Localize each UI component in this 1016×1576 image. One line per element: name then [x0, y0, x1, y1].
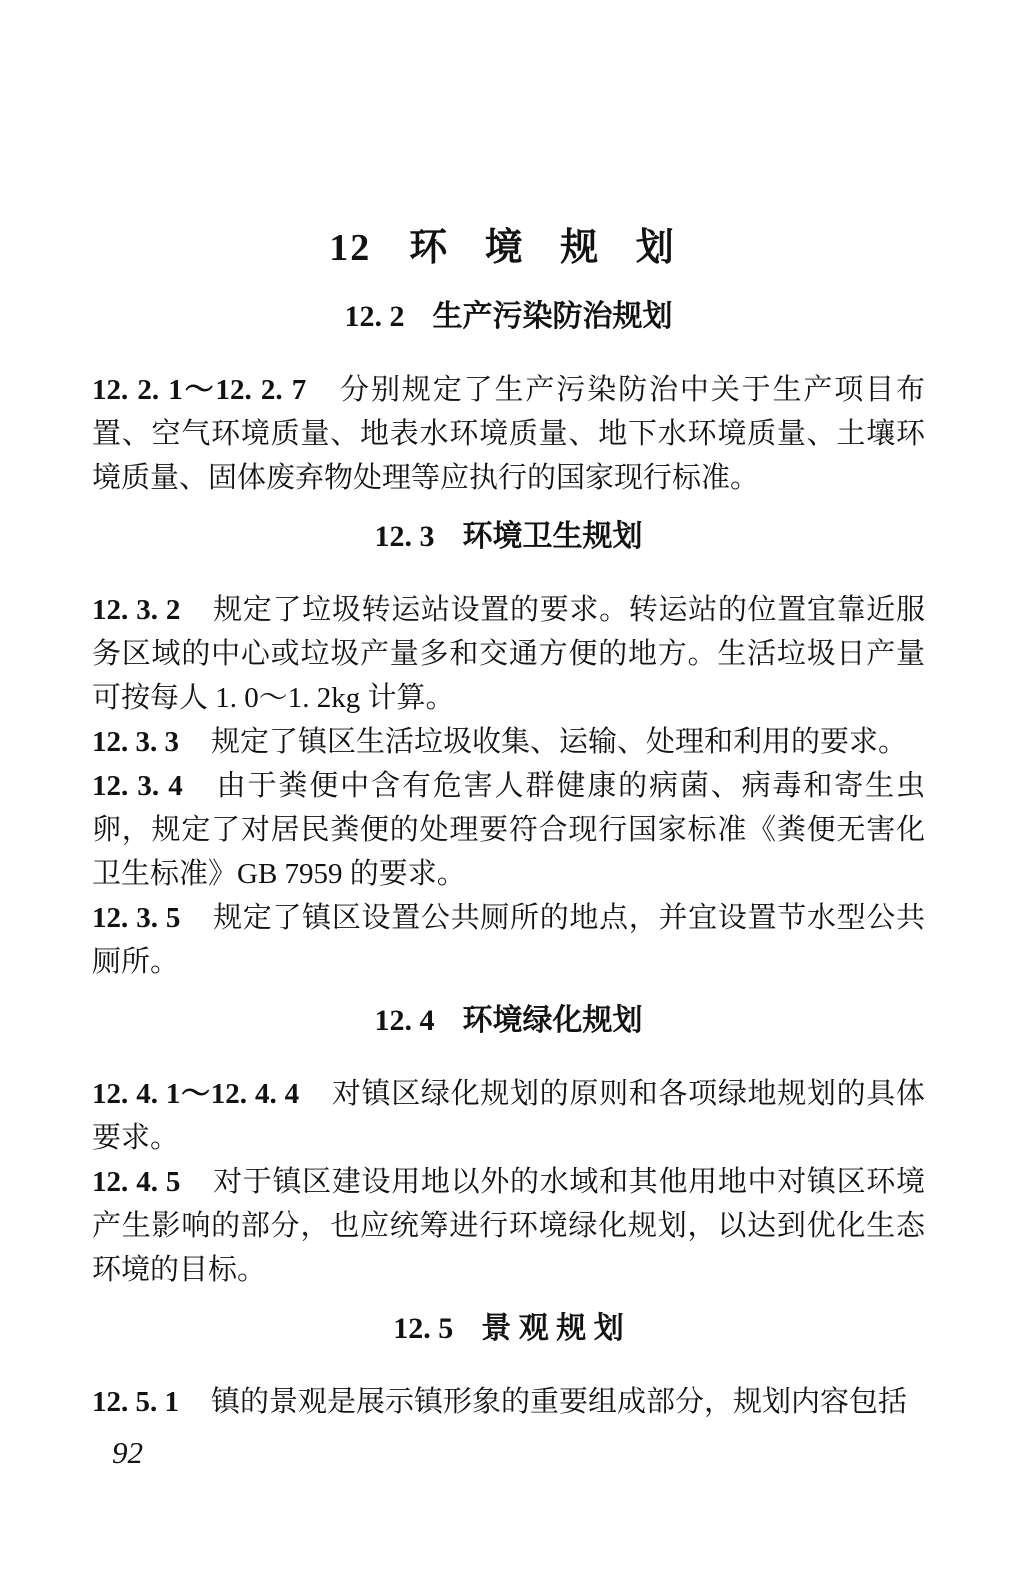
chapter-number: 12 [329, 227, 372, 269]
page-number: 92 [112, 1435, 143, 1470]
clause-paragraph [92, 764, 925, 896]
clause-number: 12. 4. 5 [92, 1166, 181, 1198]
section-number: 12. 3 [374, 520, 435, 553]
clause-paragraph [92, 368, 925, 500]
clause-number: 12. 2. 1～12. 2. 7 [92, 374, 307, 406]
clause-text: 规定了垃圾转运站设置的要求。转运站的位置宜靠近服务区域的中心或垃圾产量多和交通方便的地方。生活垃圾日产量可按每人 1. 0～1. 2kg 计算。 [92, 594, 925, 714]
clause-number: 12. 5. 1 [92, 1386, 179, 1418]
clause-text: 由于粪便中含有危害人群健康的病菌、病毒和寄生虫卵，规定了对居民粪便的处理要符合现行国家标准《粪便无害化卫生标准》GB 7959 的要求。 [92, 770, 925, 890]
clause-number: 12. 3. 2 [92, 594, 181, 626]
clause-paragraph [92, 1380, 925, 1424]
section-heading-12-4 [92, 1006, 925, 1036]
clause-paragraph [92, 1072, 925, 1160]
section-title-text: 环境卫生规划 [462, 520, 643, 553]
section-heading-12-2 [92, 302, 925, 332]
section-title-text: 景 观 规 划 [481, 1312, 624, 1345]
section-heading-12-3 [92, 522, 925, 552]
chapter-title-text: 环 境 规 划 [409, 227, 688, 269]
clause-paragraph [92, 720, 925, 764]
clause-text: 对于镇区建设用地以外的水域和其他用地中对镇区环境产生影响的部分，也应统筹进行环境绿化规划，以达到优化生态环境的目标。 [92, 1166, 925, 1286]
clause-number: 12. 3. 4 [92, 770, 183, 802]
chapter-title [92, 228, 925, 268]
section-title-text: 生产污染防治规划 [432, 300, 673, 333]
clause-text: 规定了镇区生活垃圾收集、运输、处理和利用的要求。 [211, 726, 908, 758]
clause-text: 镇的景观是展示镇形象的重要组成部分，规划内容包括 [211, 1386, 908, 1418]
clause-text: 规定了镇区设置公共厕所的地点，并宜设置节水型公共厕所。 [92, 902, 925, 978]
clause-number: 12. 3. 5 [92, 902, 181, 934]
clause-paragraph [92, 588, 925, 720]
section-number: 12. 2 [344, 300, 405, 333]
section-heading-12-5 [92, 1314, 925, 1344]
clause-text: 分别规定了生产污染防治中关于生产项目布置、空气环境质量、地表水环境质量、地下水环境质量、土壤环境质量、固体废弃物处理等应执行的国家现行标准。 [92, 374, 925, 494]
clause-paragraph [92, 1160, 925, 1292]
clause-number: 12. 3. 3 [92, 726, 179, 758]
section-number: 12. 5 [393, 1312, 454, 1345]
section-title-text: 环境绿化规划 [462, 1004, 643, 1037]
clause-paragraph [92, 896, 925, 984]
section-number: 12. 4 [374, 1004, 435, 1037]
clause-number: 12. 4. 1～12. 4. 4 [92, 1078, 300, 1110]
clause-text: 对镇区绿化规划的原则和各项绿地规划的具体要求。 [92, 1078, 925, 1154]
